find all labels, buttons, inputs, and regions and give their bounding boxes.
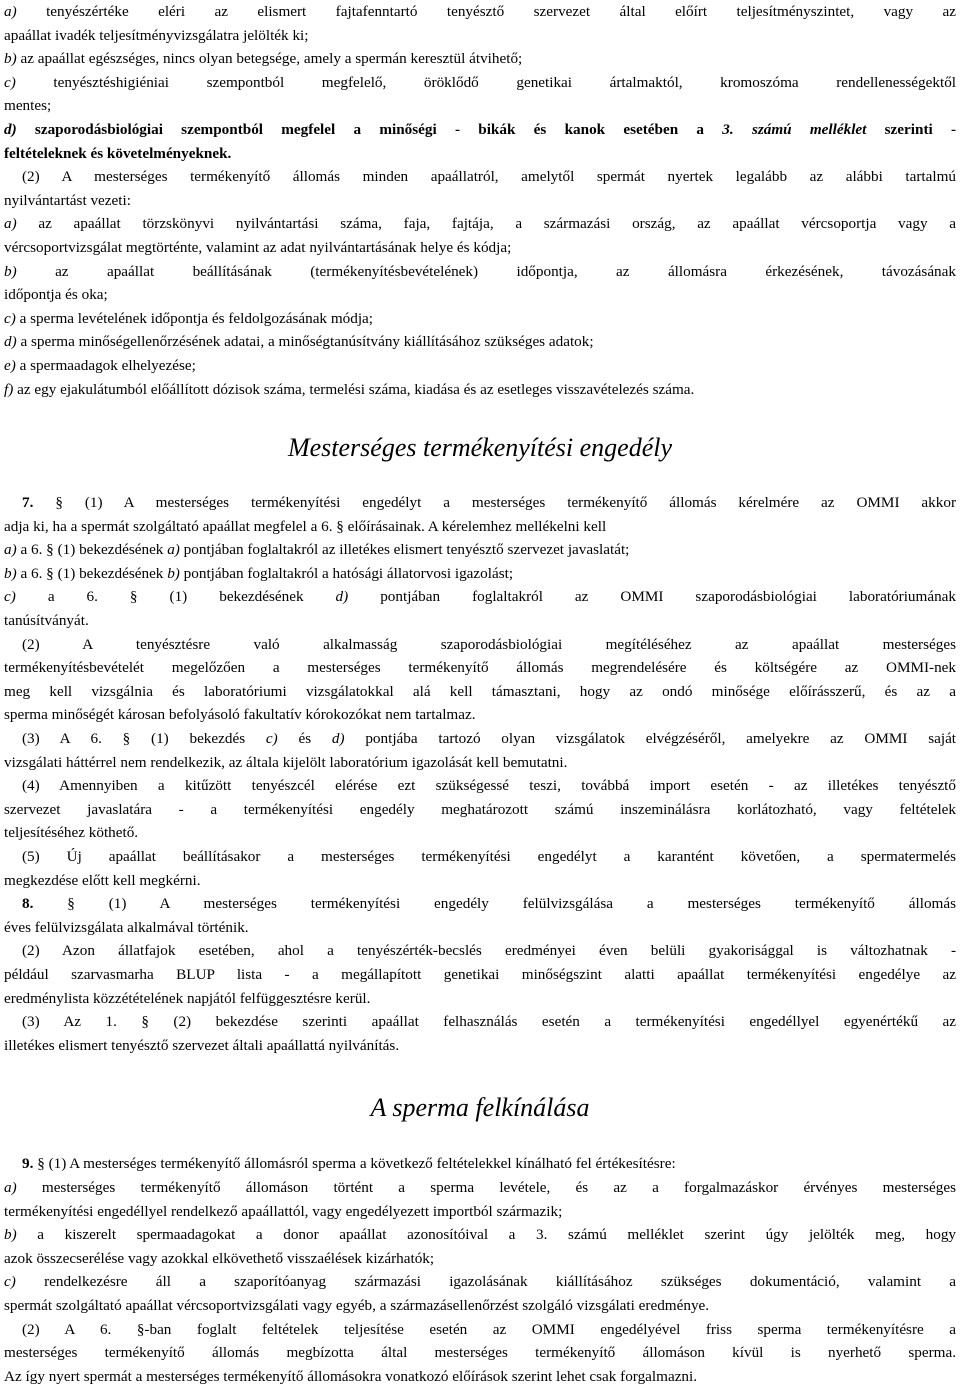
- bold-text: 8.: [22, 895, 34, 913]
- text-segment: a 6. § (1) bekezdésének: [20, 541, 164, 559]
- text-segment: pontjába tartozó olyan vizsgálatok elvégzéséről, amelyekre az OMMI saját: [365, 730, 956, 748]
- text-line: [4, 24, 956, 48]
- italic-text: b): [4, 564, 17, 582]
- text-line: [4, 142, 956, 166]
- text-segment: feltételeknek és követelményeknek.: [4, 144, 232, 162]
- text-line: [4, 71, 956, 95]
- text-segment: szervezet javaslatára - a termékenyítési engedély meghatározott számú inszeminálásra korlátozható, vagy feltételek: [4, 800, 956, 818]
- italic-text: d): [4, 333, 17, 351]
- text-line: [4, 609, 956, 633]
- italic-text: b): [4, 50, 17, 68]
- text-segment: Az így nyert spermát a mesterséges termékenyítő állomásokra vonatkozó előírások szerint lehet csak forgalmazni.: [4, 1367, 698, 1385]
- italic-text: 3. számú melléklet: [722, 120, 867, 138]
- text-line: [4, 378, 956, 402]
- text-segment: § (1) A mesterséges termékenyítési engedélyt a mesterséges termékenyítő állomás kérelmére az OMMI akkor: [55, 494, 956, 512]
- text-line: [4, 0, 956, 24]
- text-line: [4, 680, 956, 704]
- text-line: [4, 212, 956, 236]
- text-line: [4, 491, 956, 515]
- text-segment: adja ki, ha a spermát szolgáltató apaállat megfelel a 6. § előírásainak. A kérelemhez mellékelni kell: [4, 517, 607, 535]
- text-line: [4, 1247, 956, 1271]
- text-segment: szaporodásbiológiai szempontból megfelel a minőségi - bikák és kanok esetében a: [34, 120, 705, 138]
- text-line: [4, 656, 956, 680]
- text-segment: szerinti -: [884, 120, 956, 138]
- text-line: [4, 283, 956, 307]
- text-line: [4, 845, 956, 869]
- italic-text: b): [4, 1226, 17, 1244]
- text-segment: nyilvántartást vezeti:: [4, 191, 131, 209]
- text-segment: (2) A tenyésztésre való alkalmasság szaporodásbiológiai megítéléséhez az apaállat mesterséges: [22, 635, 956, 653]
- text-line: [4, 774, 956, 798]
- text-line: [4, 727, 956, 751]
- text-segment: apaállat ivadék teljesítményvizsgálatra jelölték ki;: [4, 26, 309, 44]
- text-line: [4, 260, 956, 284]
- italic-text: b): [167, 564, 180, 582]
- text-segment: a sperma minőségellenőrzésének adatai, a minőségtanúsítvány kiállításához szükséges adatok;: [20, 333, 594, 351]
- text-segment: rendelkezésre áll a szaporítóanyag származási igazolásának kiállításához szükséges dokumentáció, valamint a: [44, 1273, 956, 1291]
- text-segment: és: [298, 730, 312, 748]
- text-line: [4, 939, 956, 963]
- text-segment: a 6. § (1) bekezdésének: [47, 588, 304, 606]
- text-segment: § (1) A mesterséges termékenyítési engedély felülvizsgálása a mesterséges termékenyítő állomás: [67, 895, 956, 913]
- text-line: [4, 798, 956, 822]
- text-line: [4, 1365, 956, 1388]
- italic-text: a): [4, 215, 17, 233]
- text-line: [4, 1200, 956, 1224]
- text-line: [4, 703, 956, 727]
- italic-text: d): [335, 588, 349, 606]
- text-segment: (2) A mesterséges termékenyítő állomás minden apaállatról, amelytől spermát nyertek legalább az alábbi tartalmú: [22, 168, 956, 186]
- text-segment: illetékes elismert tenyésztő szervezet általi apaállattá nyilvánítás.: [4, 1036, 400, 1054]
- italic-text: a): [167, 541, 180, 559]
- italic-text: a): [4, 1178, 17, 1196]
- text-line: [4, 307, 956, 331]
- text-segment: az apaállat beállításának (termékenyítésbevételének) időpontja, az állomásra érkezésének, távozásának: [55, 262, 956, 280]
- text-segment: az egy ejakulátumból előállított dózisok száma, termelési száma, kiadása és az esetleges visszavételezés száma.: [17, 380, 695, 398]
- bold-text: 9.: [22, 1155, 34, 1173]
- text-segment: a spermaadagok elhelyezése;: [19, 356, 196, 374]
- bold-text: 7.: [22, 494, 34, 512]
- text-line: [4, 1294, 956, 1318]
- text-line: [4, 585, 956, 609]
- text-line: [4, 1341, 956, 1365]
- text-segment: éves felülvizsgálata alkalmával történik.: [4, 918, 249, 936]
- text-segment: (4) Amennyiben a kitűzött tenyészcél elérése ezt szükségessé teszi, továbbá import esetén - az illetékes tenyésztő: [22, 777, 956, 795]
- italic-text: c): [4, 588, 16, 606]
- text-line: [4, 118, 956, 142]
- text-segment: a 6. § (1) bekezdésének: [20, 564, 164, 582]
- italic-text: e): [4, 356, 16, 374]
- text-segment: mentes;: [4, 97, 52, 115]
- text-line: [4, 1010, 956, 1034]
- text-segment: (3) Az 1. § (2) bekezdése szerinti apaállat felhasználás esetén a termékenyítési engedéllyel egyenértékű az: [22, 1013, 956, 1031]
- text-line: [4, 892, 956, 916]
- text-segment: mesterséges termékenyítő állomás megbízotta által mesterséges termékenyítő állomáson kívül is nyerhető sperma.: [4, 1344, 956, 1362]
- text-segment: az apaállat egészséges, nincs olyan betegsége, amely a spermán keresztül átvihető;: [20, 50, 523, 68]
- text-line: [4, 94, 956, 118]
- text-line: [4, 165, 956, 189]
- italic-text: a): [4, 541, 17, 559]
- text-segment: például szarvasmarha BLUP lista - a megállapított genetikai minőségszint alatti apaállat termékenyítési engedélye az: [4, 965, 956, 983]
- text-segment: pontjában foglaltakról az illetékes elismert tenyésztő szervezet javaslatát;: [183, 541, 630, 559]
- text-segment: sperma minőségét károsan befolyásoló fakultatív kórokozókat nem tartalmaz.: [4, 706, 476, 724]
- text-line: [4, 1270, 956, 1294]
- text-line: [4, 1176, 956, 1200]
- text-segment: (2) Azon állatfajok esetében, ahol a tenyészérték-becslés eredményei éven belüli gyakorisággal is változhatnak -: [22, 942, 956, 960]
- text-line: [4, 1152, 956, 1176]
- text-segment: eredménylista közzétételének napjától felfüggesztésre kerül.: [4, 989, 371, 1007]
- italic-text: d): [4, 120, 17, 138]
- text-segment: termékenyítési engedéllyel rendelkező apaállattól, vagy engedélyezett importból származik;: [4, 1202, 563, 1220]
- text-segment: (5) Új apaállat beállításakor a mesterséges termékenyítési engedélyt a karantént követően, a spermatermelés: [22, 848, 956, 865]
- text-segment: (3) A 6. § (1) bekezdés: [22, 730, 246, 748]
- text-segment: vércsoportvizsgálat megtörténte, valamint az adat nyilvántartásának helye és kódja;: [4, 238, 512, 256]
- italic-text: b): [4, 262, 17, 280]
- text-line: [4, 330, 956, 354]
- text-segment: tenyészértéke eléri az elismert fajtafenntartó tenyésztő szervezet által előírt teljesítményszintet, vagy az: [46, 3, 956, 20]
- text-segment: azok összecserélése vagy azokkal elkövethető visszaélések kizárhatók;: [4, 1249, 435, 1267]
- text-line: [4, 963, 956, 987]
- text-line: [4, 869, 956, 893]
- italic-text: d): [331, 730, 345, 748]
- italic-text: f): [4, 380, 14, 398]
- text-segment: teljesítéséhez köthető.: [4, 824, 139, 842]
- text-segment: az apaállat törzskönyvi nyilvántartási száma, faja, fajtája, a származási ország, az apaállat vércsoportja vagy a: [38, 215, 956, 233]
- text-line: [4, 515, 956, 539]
- text-segment: spermát szolgáltató apaállat vércsoportvizsgálati vagy egyéb, a származásellenőrzést szolgáló vizsgálati eredménye.: [4, 1296, 710, 1314]
- text-segment: vizsgálati háttérrel nem rendelkezik, az általa kijelölt laboratórium igazolását kell bemutatni.: [4, 753, 568, 771]
- text-segment: megkezdése előtt kell megkérni.: [4, 871, 201, 889]
- text-segment: pontjában foglaltakról az OMMI szaporodásbiológiai laboratóriumának: [380, 588, 956, 606]
- text-segment: tenyésztéshigiéniai szempontból megfelelő, öröklődő genetikai ártalmaktól, kromoszóma rendellenességektől: [53, 73, 956, 91]
- text-segment: a kiszerelt spermaadagokat a donor apaállat azonosítóival a 3. számú melléklet szerint úgy jelölték meg, hogy: [37, 1226, 956, 1244]
- text-segment: időpontja és oka;: [4, 286, 108, 304]
- text-line: [4, 821, 956, 845]
- text-line: [4, 354, 956, 378]
- text-segment: (2) A 6. §-ban foglalt feltételek teljesítése esetén az OMMI engedélyével friss sperma termékenyítésre a: [22, 1320, 956, 1338]
- text-segment: termékenyítésbevételét megelőzően a mesterséges termékenyítő állomás megrendelésére és költségére az OMMI-nek: [4, 659, 956, 677]
- text-line: [4, 916, 956, 940]
- text-segment: a sperma levételének időpontja és feldolgozásának módja;: [19, 309, 374, 327]
- text-segment: tanúsítványát.: [4, 612, 89, 630]
- section-heading: A sperma felkínálása: [370, 1093, 590, 1123]
- text-segment: meg kell vizsgálnia és laboratóriumi vizsgálatokkal alá kell támasztani, hogy az ondó minősége előírásszerű, és az a: [4, 682, 956, 700]
- text-line: [4, 236, 956, 260]
- italic-text: c): [4, 73, 16, 91]
- text-segment: mesterséges termékenyítő állomáson történt a sperma levétele, és az a forgalmazáskor érvényes mesterséges: [41, 1178, 956, 1196]
- italic-text: c): [4, 1273, 16, 1291]
- text-line: [4, 1034, 956, 1058]
- text-line: [4, 987, 956, 1011]
- italic-text: c): [4, 309, 16, 327]
- text-line: [4, 633, 956, 657]
- text-segment: pontjában foglaltakról a hatósági állatorvosi igazolást;: [183, 564, 514, 582]
- text-line: [4, 189, 956, 213]
- text-line: [4, 538, 956, 562]
- text-line: [4, 1318, 956, 1342]
- text-line: [4, 1223, 956, 1247]
- text-line: [4, 47, 956, 71]
- text-line: [4, 751, 956, 775]
- italic-text: a): [4, 3, 17, 20]
- text-segment: § (1) A mesterséges termékenyítő állomásról sperma a következő feltételekkel kínálható fel értékesítésre:: [37, 1155, 676, 1173]
- section-heading: Mesterséges termékenyítési engedély: [287, 433, 673, 463]
- italic-text: c): [265, 730, 278, 748]
- text-line: [4, 562, 956, 586]
